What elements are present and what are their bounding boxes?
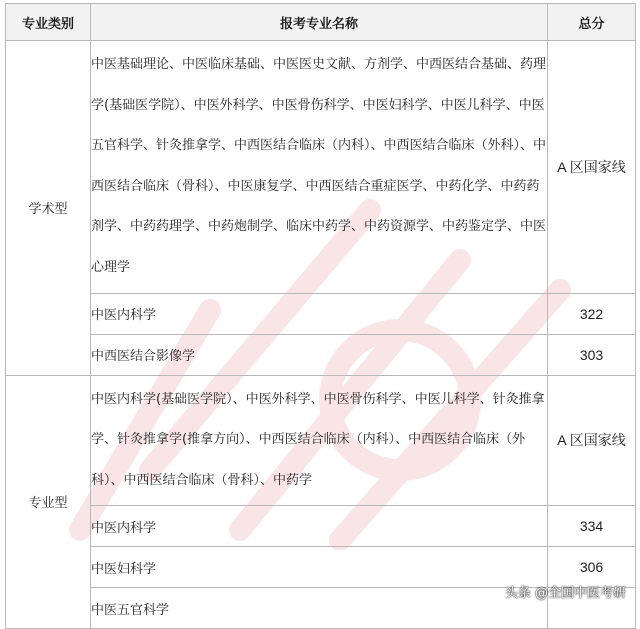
table-row — [6, 375, 636, 506]
major-names: 中医内科学(基础医学院）、中医外科学、中医骨伤科学、中医儿科学、针灸推拿学、针灸推拿学(推拿方向）、中西医结合临床（内科）、中西医结合临床（外科）、中西医结合临床（骨科）、中药学 — [91, 375, 548, 506]
type-professional: 专业型 — [6, 375, 91, 629]
major-names: 中医五官科学 — [91, 588, 548, 629]
total-score: A 区国家线 — [548, 375, 636, 506]
header-name: 报考专业名称 — [91, 4, 548, 41]
header-score: 总分 — [548, 4, 636, 41]
header-type: 专业类别 — [6, 4, 91, 41]
type-academic: 学术型 — [6, 41, 91, 376]
major-names: 中医基础理论、中医临床基础、中医医史文献、方剂学、中西医结合基础、药理学(基础医学院）、中医外科学、中医骨伤科学、中医妇科学、中医儿科学、中医五官科学、针灸推拿学、中西医结合临床（内科）、中西医结合临床（外科）、中西医结合临床（骨科）、中医康复学、中西医结合重症医学、中药化学、中药药剂学、中药药理学、中药炮制学、临床中药学、中药资源学、中药鉴定学、中医心理学 — [91, 41, 548, 294]
total-score: A 区国家线 — [548, 41, 636, 294]
admission-score-table — [5, 3, 636, 629]
total-score: 303 — [548, 334, 636, 375]
table-row — [6, 41, 636, 294]
major-names: 中医内科学 — [91, 506, 548, 547]
major-names: 中西医结合影像学 — [91, 334, 548, 375]
header-row — [6, 4, 636, 41]
table-row — [6, 293, 636, 334]
total-score: 322 — [548, 293, 636, 334]
major-names: 中医妇科学 — [91, 547, 548, 588]
table-row — [6, 506, 636, 547]
total-score: 306 — [548, 547, 636, 588]
source-credit — [505, 582, 626, 601]
credit-text: 头条 @全国中医考研 — [504, 586, 626, 601]
table-row — [6, 334, 636, 375]
major-names: 中医内科学 — [91, 293, 548, 334]
total-score: 334 — [548, 506, 636, 547]
